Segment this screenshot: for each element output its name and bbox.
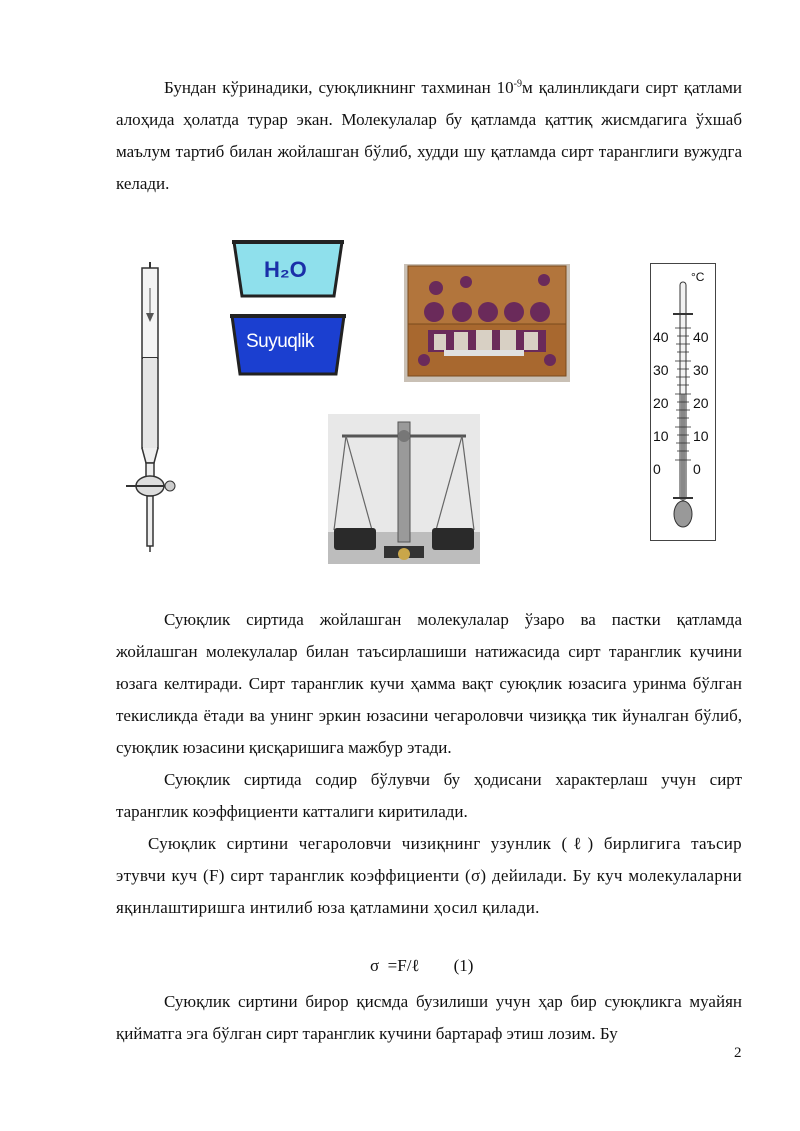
scale-label: 0 bbox=[653, 461, 661, 477]
page-number: 2 bbox=[734, 1045, 742, 1061]
scale-label: 40 bbox=[653, 329, 669, 345]
scale-label: 0 bbox=[693, 461, 701, 477]
paragraph-intro-text-cont: м қалинликдаги сирт қатлами алоҳида ҳолатда турар экан. Молекулалар бу қатламда қаттиқ жисмдагига ўхшаб маълум тартиб билан жойлашган бўлиб, худди шу қатламда сирт таранглиги вужудга келади. bbox=[116, 78, 742, 193]
scale-label: 20 bbox=[693, 395, 709, 411]
balance-scale-figure bbox=[328, 414, 480, 564]
exponent: -9 bbox=[513, 78, 522, 90]
paragraph-intro-text: Бундан кўринадики, суюқликнинг тахминан 10 bbox=[164, 78, 514, 97]
scale-label: 30 bbox=[693, 362, 709, 378]
weights-box-figure bbox=[404, 264, 570, 382]
thermometer-figure bbox=[650, 263, 716, 541]
thermometer-scale-right bbox=[693, 321, 715, 486]
scale-label: 30 bbox=[653, 362, 669, 378]
scale-label: 20 bbox=[653, 395, 669, 411]
scale-label: 10 bbox=[653, 428, 669, 444]
paragraph-surface-tension: Суюқлик сиртида жойлашган молекулалар ўзаро ва пастки қатламда жойлашган молекулалар билан таъсирлашиши натижасида сирт таранглик кучини юзага келтиради. Сирт таранглик кучи ҳамма вақт суюқлик юзасига уринма бўлган текисликда ётади ва унинг эркин юзасини чегароловчи чизиққа тик йуналган бўлиб, суюқлик юзасини қисқаришига мажбур этади. bbox=[116, 610, 742, 757]
burette-figure bbox=[120, 258, 180, 554]
paragraph-intro bbox=[116, 72, 742, 200]
paragraph-closing: Суюқлик сиртини бирор қисмда бузилиши учун ҳар бир суюқликга муайян қийматга эга бўлган сирт таранглик кучини бартараф этиш лозим. Бу bbox=[116, 992, 742, 1043]
scale-label: 10 bbox=[693, 428, 709, 444]
bath-top-label: H₂O bbox=[264, 257, 307, 282]
thermometer-unit: °C bbox=[691, 270, 705, 284]
thermometer-scale-left bbox=[653, 321, 677, 486]
paragraph-coefficient-intro: Суюқлик сиртида содир бўлувчи бу ҳодисани характерлаш учун сирт таранглик коэффициенти катталиги киритилади. bbox=[116, 770, 742, 821]
paragraph-definition: Суюқлик сиртини чегароловчи чизиқнинг узунлик (ℓ) бирлигига таъсир этувчи куч (F) сирт таранглик коэффициенти (σ) дейилади. Бу куч молекулаларни яқинлаштиришга интилиб юза қатламини ҳосил қилади. bbox=[116, 834, 742, 917]
bath-bottom-label: Suyuqlik bbox=[246, 331, 314, 352]
formula: σ =F/ℓ (1) bbox=[370, 956, 474, 975]
scale-label: 40 bbox=[693, 329, 709, 345]
